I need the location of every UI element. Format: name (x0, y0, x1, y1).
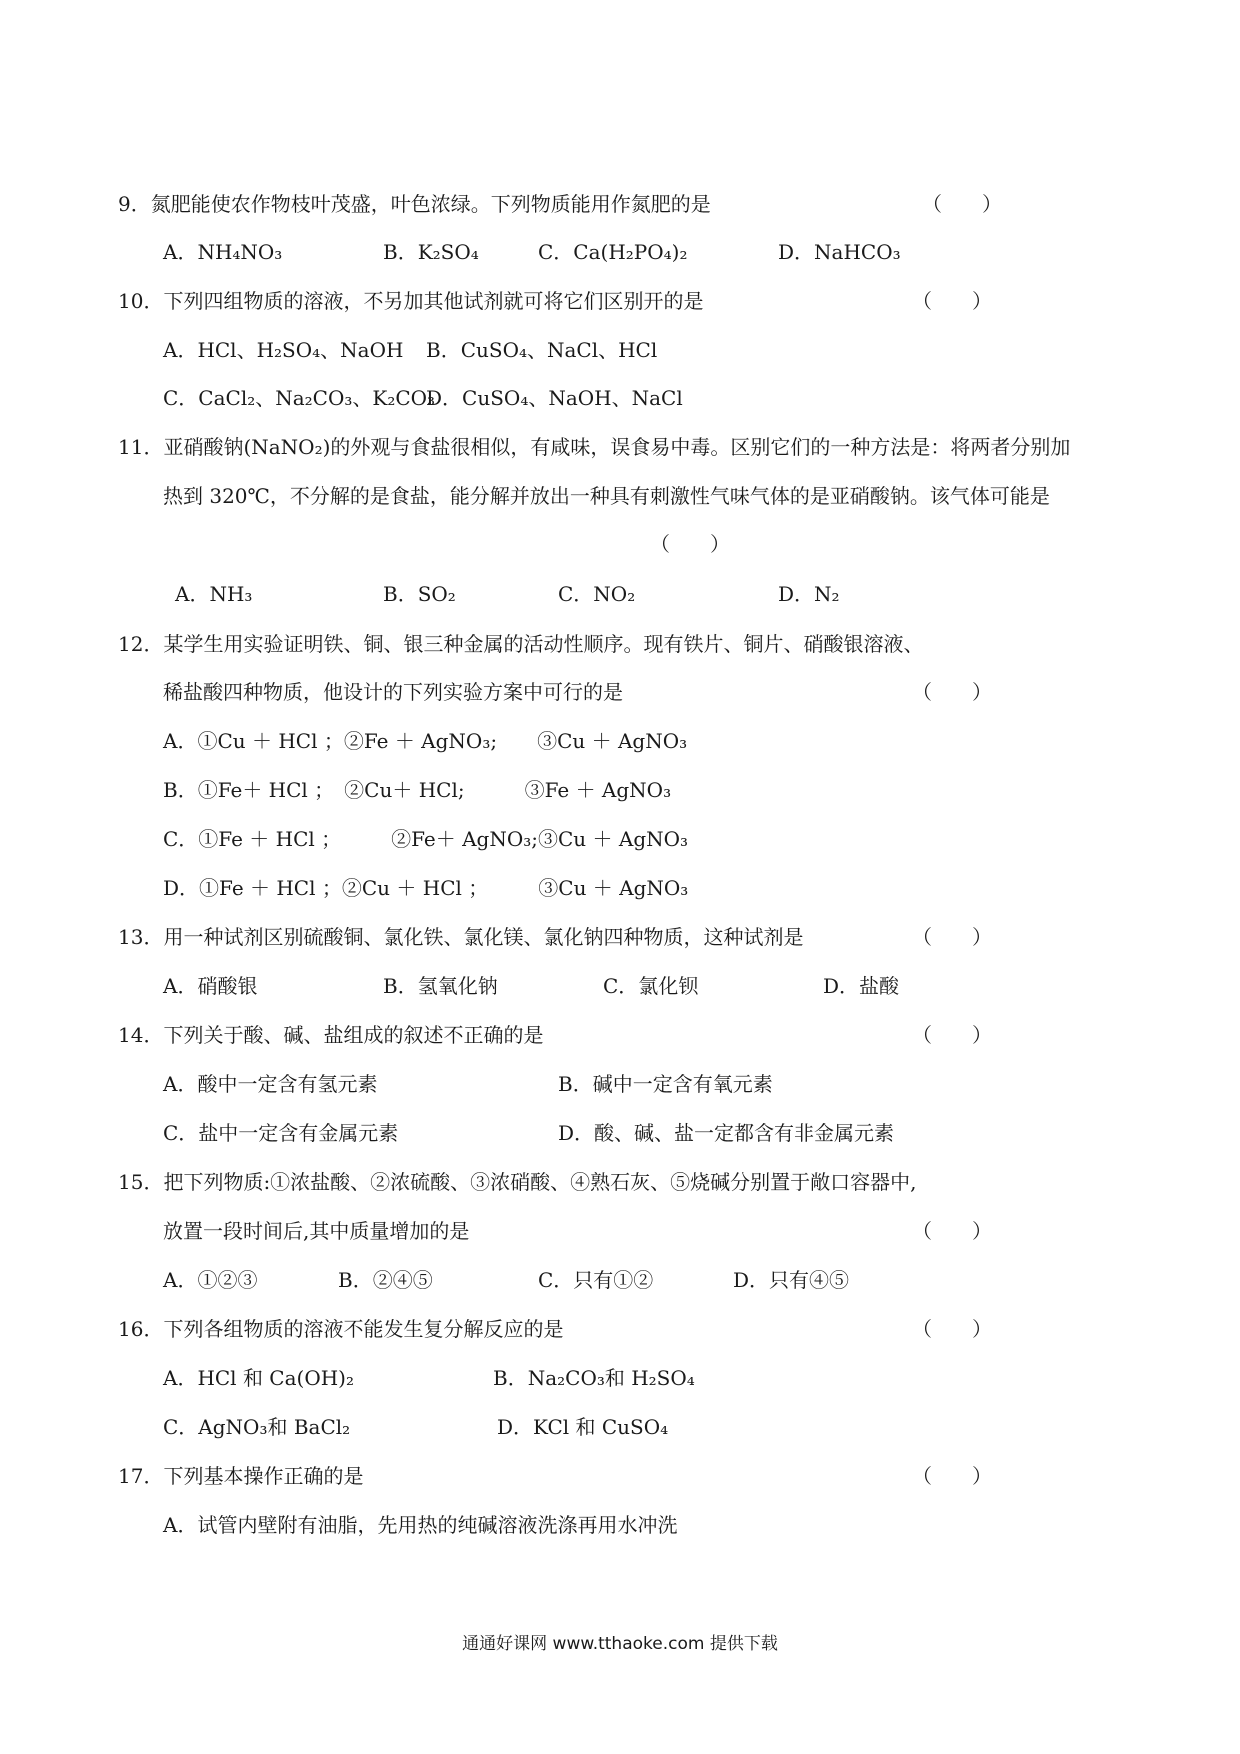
question-14-option-a: A．酸中一定含有氢元素 (163, 1072, 378, 1096)
question-11-option-c: C．NO₂ (558, 582, 636, 606)
question-14-option-b: B．碱中一定含有氧元素 (558, 1072, 773, 1096)
question-15-option-a: A．①②③ (163, 1268, 258, 1292)
question-15-option-b: B．②④⑤ (338, 1268, 433, 1292)
question-16-option-a: A．HCl 和 Ca(OH)₂ (163, 1366, 354, 1390)
question-14-stem: 14．下列关于酸、碱、盐组成的叙述不正确的是 (118, 1023, 544, 1047)
question-14-answer-blank: （ ） (912, 1023, 992, 1047)
question-11-option-b: B．SO₂ (383, 582, 456, 606)
page-footer: 通通好课网 www.tthaoke.com 提供下载 (462, 1634, 778, 1654)
question-13-answer-blank: （ ） (912, 925, 992, 949)
question-12-option-a: A．①Cu ＋ HCl ；②Fe ＋ AgNO₃; ③Cu ＋ AgNO₃ (163, 729, 688, 753)
question-12-option-c: C．①Fe ＋ HCl ； ②Fe＋ AgNO₃;③Cu ＋ AgNO₃ (163, 827, 689, 851)
question-15-stem: 15．把下列物质:①浓盐酸、②浓硫酸、③浓硝酸、④熟石灰、⑤烧碱分别置于敞口容器中, (118, 1170, 917, 1194)
question-10-option-c: C．CaCl₂、Na₂CO₃、K₂CO₃ (163, 386, 436, 410)
question-13-stem: 13．用一种试剂区别硫酸铜、氯化铁、氯化镁、氯化钠四种物质，这种试剂是 (118, 925, 804, 949)
question-9-option-c: C．Ca(H₂PO₄)₂ (538, 240, 688, 264)
question-10-answer-blank: （ ） (912, 289, 992, 313)
question-13-option-b: B．氢氧化钠 (383, 974, 498, 998)
question-15-answer-blank: （ ） (912, 1219, 992, 1243)
question-11-answer-blank: （ ） (650, 532, 730, 556)
question-16-option-b: B．Na₂CO₃和 H₂SO₄ (493, 1366, 695, 1390)
question-14-option-d: D．酸、碱、盐一定都含有非金属元素 (558, 1121, 895, 1145)
question-15-stem-continued: 放置一段时间后,其中质量增加的是 (163, 1219, 470, 1243)
question-11-option-d: D．N₂ (778, 582, 840, 606)
question-9-stem: 9．氮肥能使农作物枝叶茂盛，叶色浓绿。下列物质能用作氮肥的是 (118, 192, 711, 216)
question-13-option-d: D．盐酸 (823, 974, 900, 998)
question-13-option-c: C．氯化钡 (603, 974, 699, 998)
question-16-answer-blank: （ ） (912, 1317, 992, 1341)
question-15-option-c: C．只有①② (538, 1268, 654, 1292)
question-10-stem: 10．下列四组物质的溶液，不另加其他试剂就可将它们区别开的是 (118, 289, 704, 313)
question-11-option-a: A．NH₃ (175, 582, 253, 606)
question-9-option-b: B．K₂SO₄ (383, 240, 479, 264)
question-16-option-c: C．AgNO₃和 BaCl₂ (163, 1415, 351, 1439)
question-12-stem-continued: 稀盐酸四种物质，他设计的下列实验方案中可行的是 (163, 680, 623, 704)
question-10-option-a: A．HCl、H₂SO₄、NaOH (163, 338, 404, 362)
question-17-option-a: A．试管内壁附有油脂，先用热的纯碱溶液洗涤再用水冲洗 (163, 1513, 678, 1537)
question-12-option-d: D．①Fe ＋ HCl ；②Cu ＋ HCl ； ③Cu ＋ AgNO₃ (163, 876, 689, 900)
question-14-option-c: C．盐中一定含有金属元素 (163, 1121, 399, 1145)
question-9-answer-blank: （ ） (922, 192, 1002, 216)
question-12-option-b: B．①Fe＋ HCl ； ②Cu＋ HCl; ③Fe ＋ AgNO₃ (163, 778, 672, 802)
question-9-option-a: A．NH₄NO₃ (163, 240, 283, 264)
question-9-option-d: D．NaHCO₃ (778, 240, 901, 264)
question-16-option-d: D．KCl 和 CuSO₄ (497, 1415, 669, 1439)
question-12-answer-blank: （ ） (912, 680, 992, 704)
question-10-option-d: D．CuSO₄、NaOH、NaCl (426, 386, 683, 410)
question-13-option-a: A．硝酸银 (163, 974, 258, 998)
question-15-option-d: D．只有④⑤ (733, 1268, 850, 1292)
question-11-stem: 11．亚硝酸钠(NaNO₂)的外观与食盐很相似，有咸味，误食易中毒。区别它们的一种方法是：将两者分别加 (118, 435, 1071, 459)
question-11-stem-continued: 热到 320℃，不分解的是食盐，能分解并放出一种具有刺激性气味气体的是亚硝酸钠。该气体可能是 (163, 484, 1050, 508)
question-16-stem: 16．下列各组物质的溶液不能发生复分解反应的是 (118, 1317, 564, 1341)
question-17-answer-blank: （ ） (912, 1464, 992, 1488)
question-12-stem: 12．某学生用实验证明铁、铜、银三种金属的活动性顺序。现有铁片、铜片、硝酸银溶液、 (118, 632, 924, 656)
question-10-option-b: B．CuSO₄、NaCl、HCl (426, 338, 658, 362)
question-17-stem: 17．下列基本操作正确的是 (118, 1464, 364, 1488)
